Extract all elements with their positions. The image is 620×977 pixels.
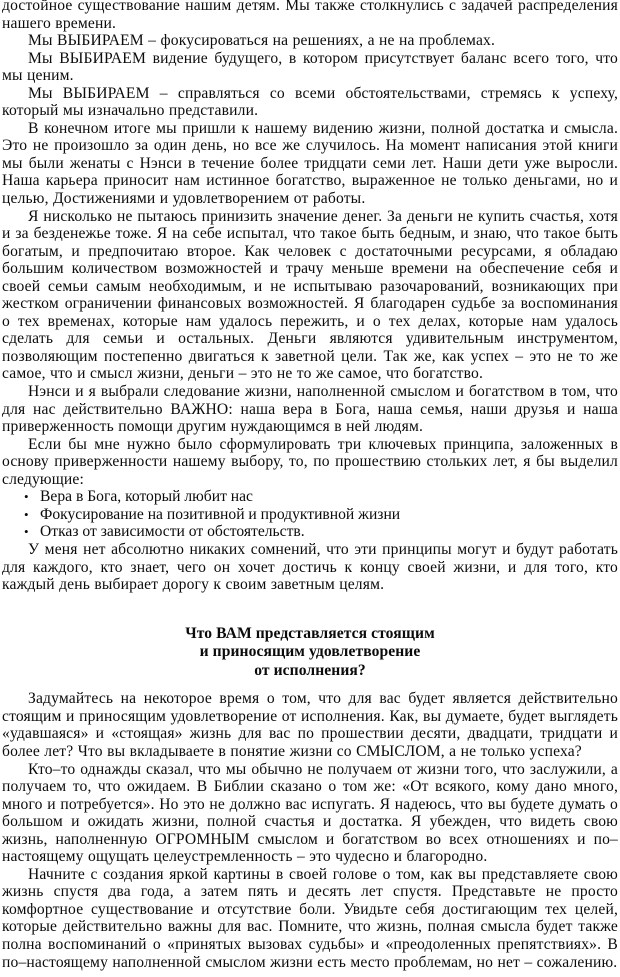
section-heading-line-1: Что ВАМ представляется стоящим xyxy=(185,624,435,642)
paragraph-someone-said: Кто–то однажды сказал, что мы обычно не получаем от жизни того, что заслужили, а получаем то, что ожидаем. В Библии сказано о том же: «От всякого, кому дано много, много и потребуется». Но это не должно вас испугать. Я надеюсь, что вы будете думать о большом и ожидать жизни, полной счастья и достатка. Я убежден, что видеть свою жизнь, наполненную ОГРОМНЫМ смыслом и богатством во всех отношениях и по–настоящему ощущать целеустремленность – это чудесно и благородно. xyxy=(2,760,618,866)
heading-spacer-below xyxy=(2,680,618,690)
paragraph-we-choose-2: Мы ВЫБИРАЕМ видение будущего, в котором присутствует баланс всего того, что мы ценим. xyxy=(2,49,618,85)
paragraph-start-with-picture: Начните с создания яркой картины в своей голове о том, как вы представляете свою жизнь спустя два года, а затем пять и десять лет спустя. Представьте не просто комфортное существование и отсутствие боли. Увидьте себя достигающим тех целей, которые действительно важны для вас. Помните, что жизнь, полная смысла будет также полна воспоминаний о «принятых вызовах судьбы» и «преодоленных препятствиях». В по–настоящему наполненной смыслом жизни есть место проблемам, но нет – сожалению. xyxy=(2,865,618,971)
paragraph-no-doubt: У меня нет абсолютно никаких сомнений, что эти принципы могут и будут работать для каждого, кто знает, чего он хочет достичь к концу своей жизни, и для того, кто каждый день выбирает дорогу к своим заветным целям. xyxy=(2,540,618,594)
principles-list xyxy=(2,488,618,541)
paragraph-money: Я нисколько не пытаюсь принизить значение денег. За деньги не купить счастья, хотя и за безденежье тоже. Я на себе испытал, что такое быть бедным, и знаю, что такое быть богатым, и предпочитаю второе. Как человек с достаточными ресурсами, я обладаю большим количеством возможностей и трачу меньше времени на обеспечение себя и своей семьи самым необходимым, и не испытываю разочарований, возникающих при жестком ограничении финансовых возможностей. Я благодарен судьбе за воспоминания о тех временах, которые нам удалось пережить, и о тех делах, которые нам удалось сделать для семьи и остальных. Деньги являются удивительным инструментом, позволяющим постепенно двигаться к заветной цели. Так же, как успех – это не то же самое, что и смысл жизни, деньги – это не то же самое, что богатство. xyxy=(2,207,618,383)
paragraph-nancy: Нэнси и я выбрали следование жизни, наполненной смыслом и богатством в том, что для нас действительно ВАЖНО: наша вера в Бога, наша семья, наши друзья и наша приверженность помощи другим нуждающимся в ней людям. xyxy=(2,383,618,436)
heading-spacer-above xyxy=(2,594,618,625)
paragraph-vision: В конечном итоге мы пришли к нашему видению жизни, полной достатка и смысла. Это не произошло за один день, но все же случилось. На момент написания этой книги мы были женаты с Нэнси в течение более тридцати семи лет. Наши дети уже выросли. Наша карьера приносит нам истинное богатство, выраженное не только деньгами, но и целью, Достижениями и удовлетворением от работы. xyxy=(2,119,618,208)
section-heading-line-3: от исполнения? xyxy=(254,661,366,679)
section-heading-line-2: и приносящим удовлетворение xyxy=(199,643,421,661)
paragraph-partial-top: достойное существование нашим детям. Мы также столкнулись с задачей распределения нашего времени. xyxy=(2,0,618,32)
document-text-flow xyxy=(2,0,618,971)
paragraph-principles-intro: Если бы мне нужно было сформулировать три ключевых принципа, заложенных в основу приверженности нашему выбору, то, по прошествию стольких лет, я бы выделил следующие: xyxy=(2,435,618,488)
paragraph-think-about-it: Задумайтесь на некоторое время о том, что для вас будет является действительно стоящим и приносящим удовлетворение от исполнения. Как, вы думаете, будет выглядеть «удавшаяся» и «стоящая» жизнь для вас по прошествии десяти, двадцати, тридцати и более лет? Что вы вкладываете в понятие жизни со СМЫСЛОМ, а не только успеха? xyxy=(2,690,618,761)
list-item: • Фокусирование на позитивной и продуктивной жизни xyxy=(2,506,618,524)
paragraph-we-choose-1: Мы ВЫБИРАЕМ – фокусироваться на решениях, а не на проблемах. xyxy=(28,32,496,50)
paragraph-we-choose-3: Мы ВЫБИРАЕМ – справляться со всеми обстоятельствами, стремясь к успеху, который мы изначально представили. xyxy=(2,84,618,120)
list-item: • Вера в Бога, который любит нас xyxy=(2,488,618,506)
section-heading xyxy=(2,625,618,681)
list-item: • Отказ от зависимости от обстоятельств. xyxy=(2,523,618,541)
